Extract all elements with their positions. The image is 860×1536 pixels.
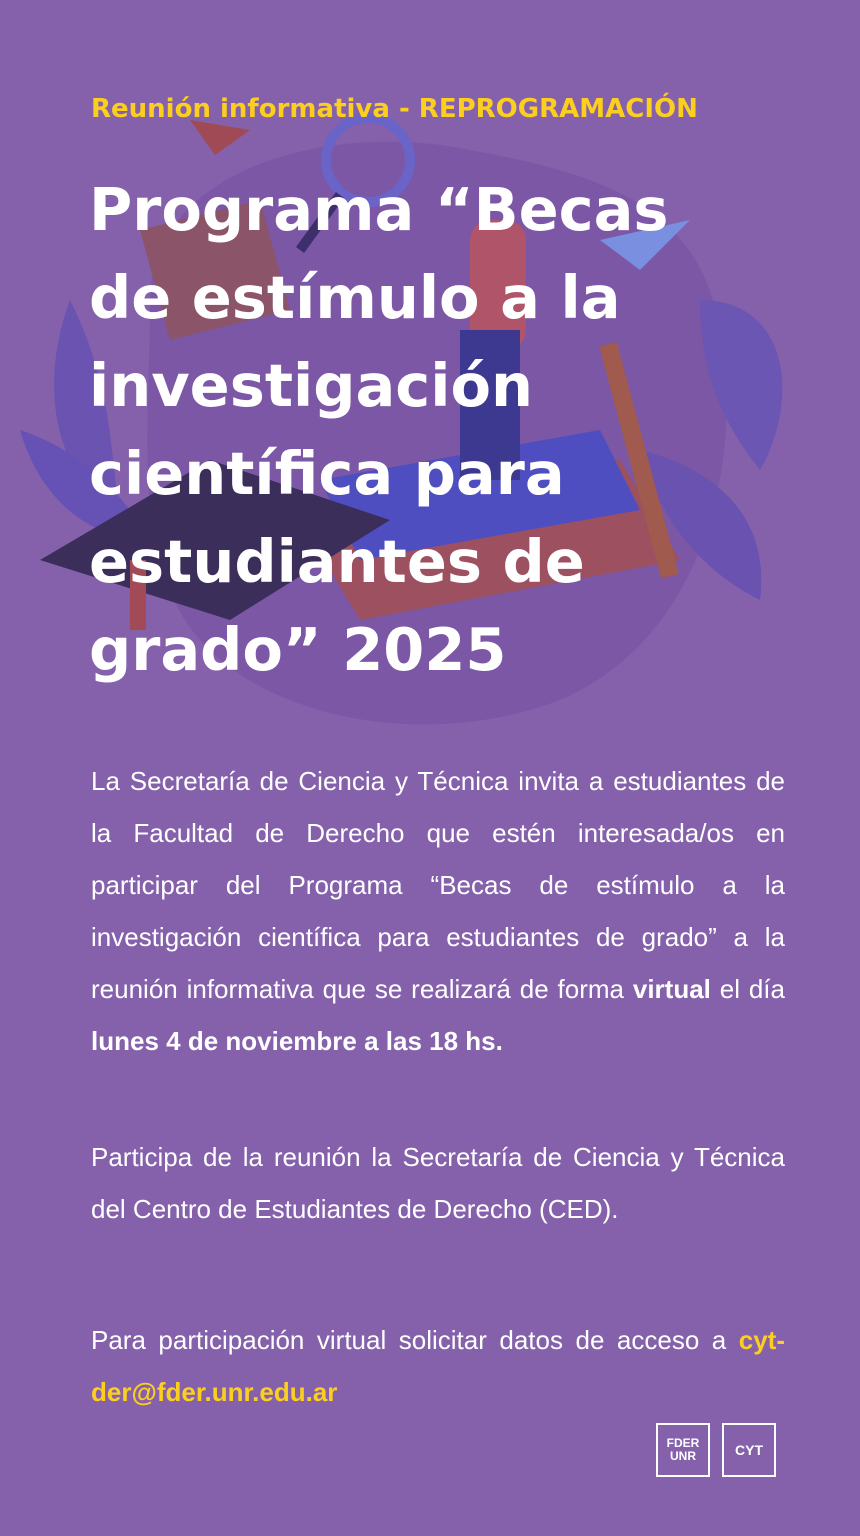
- modality-virtual: virtual: [632, 974, 711, 1004]
- invitation-paragraph: [91, 755, 785, 1067]
- title-line: de estímulo a la: [89, 263, 621, 332]
- title-line: investigación: [89, 351, 534, 420]
- title-line: científica para: [89, 439, 565, 508]
- unr-logo-text: UNR: [670, 1449, 696, 1463]
- page-title: [89, 166, 789, 694]
- meeting-date: lunes 4 de noviembre a las 18 hs.: [91, 1026, 503, 1056]
- invitation-text: La Secretaría de Ciencia y Técnica invita a estudiantes de la Facultad de Derecho que estén interesada/os en participar del Programa “Becas de estímulo a la investigación científica para estudiantes de grado” a la reunión informativa que se realizará de forma: [91, 766, 785, 1004]
- title-line: estudiantes de: [89, 527, 585, 596]
- title-line: grado” 2025: [89, 615, 507, 684]
- kicker-reprogramming: Reunión informativa - REPROGRAMACIÓN: [91, 94, 698, 124]
- invitation-day-text: el día: [710, 974, 785, 1004]
- cyt-logo: [722, 1423, 776, 1477]
- contact-email-link[interactable]: cyt-der@fder.unr.edu.ar: [91, 1325, 785, 1407]
- access-paragraph: [91, 1314, 785, 1418]
- fder-logo-text: FDER: [666, 1436, 700, 1450]
- cyt-logo-text: CYT: [735, 1442, 763, 1458]
- access-text: Para participación virtual solicitar datos de acceso a: [91, 1325, 739, 1355]
- triangle-shape: [190, 120, 250, 155]
- title-line: Programa “Becas: [89, 175, 669, 244]
- fder-unr-logo: [656, 1423, 710, 1477]
- participants-paragraph: Participa de la reunión la Secretaría de Ciencia y Técnica del Centro de Estudiantes de Derecho (CED).: [91, 1142, 785, 1224]
